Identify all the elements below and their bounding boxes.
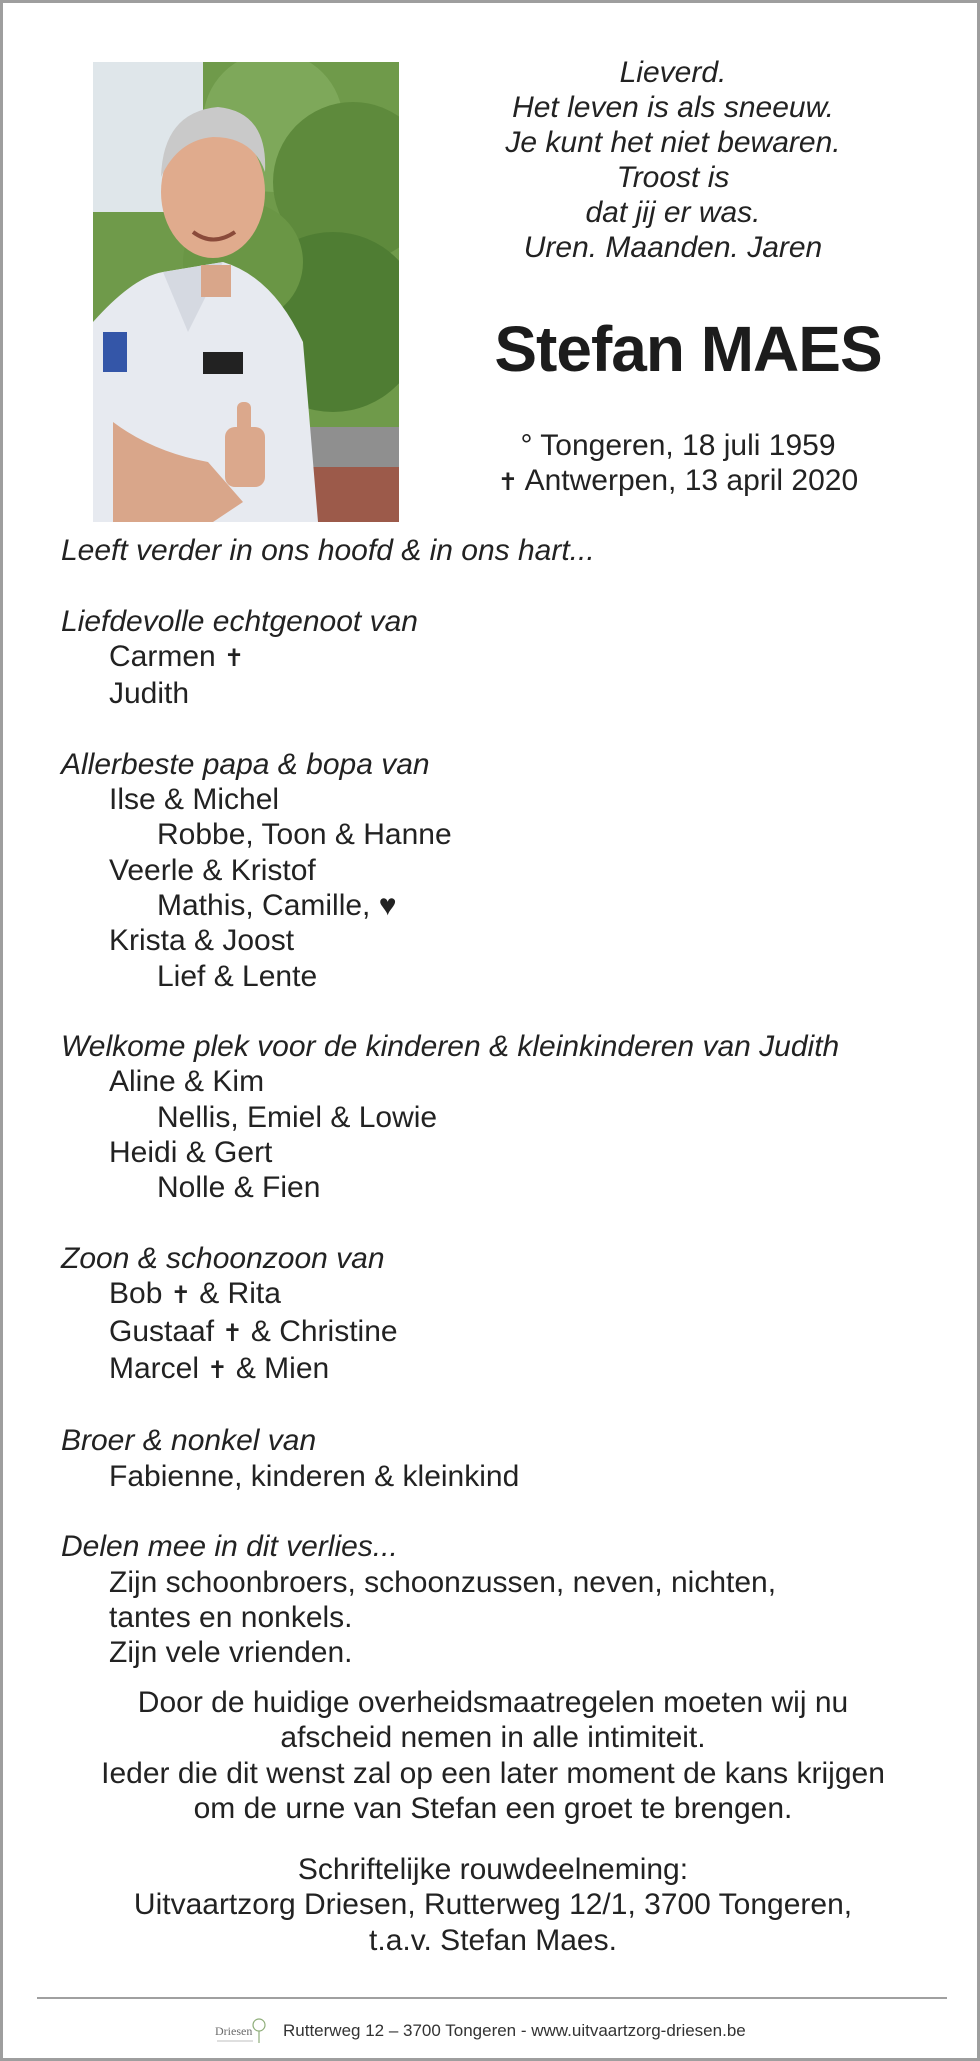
death-date-line	[473, 463, 883, 500]
cross-icon: ✝	[224, 644, 245, 672]
condolence-address	[43, 1852, 943, 1958]
poem-line: Uren. Maanden. Jaren	[523, 231, 823, 264]
step-family-heading: Welkome plek voor de kinderen & kleinkinderen van Judith	[61, 1030, 840, 1064]
parents-heading: Zoon & schoonzoon van	[61, 1241, 385, 1275]
condolence-line: Uitvaartzorg Driesen, Rutterweg 12/1, 3700 Tongeren,	[133, 1888, 853, 1922]
parent-name: & Rita	[199, 1277, 281, 1311]
notice-line: om de urne van Stefan een groet te brengen.	[193, 1791, 793, 1825]
step-child-entry: Heidi & Gert	[109, 1136, 273, 1170]
cross-icon: ✝	[170, 1282, 191, 1310]
children-heading: Allerbeste papa & bopa van	[61, 747, 430, 781]
child-entry: Veerle & Kristof	[109, 853, 316, 887]
parent-name: Gustaaf	[109, 1314, 215, 1348]
poem-line: Je kunt het niet bewaren.	[505, 126, 841, 159]
parent-name: & Mien	[235, 1351, 330, 1385]
spouse-entry: Judith	[109, 677, 190, 711]
notice-paragraph	[43, 1685, 943, 1826]
family-listing	[61, 533, 941, 1671]
parent-entry	[61, 1351, 941, 1388]
grandchildren-entry: Lief & Lente	[157, 959, 318, 993]
share-entry: Zijn vele vrienden.	[109, 1636, 353, 1670]
condolence-line: Schriftelijke rouwdeelneming:	[297, 1853, 689, 1886]
deceased-name: Stefan MAES	[494, 313, 882, 385]
parent-entry	[61, 1276, 941, 1313]
spouse-name: Carmen	[109, 639, 216, 673]
footer-address: Rutterweg 12 – 3700 Tongeren - www.uitvaartzorg-driesen.be	[283, 2021, 746, 2040]
child-entry: Krista & Joost	[109, 924, 295, 958]
portrait-illustration	[93, 62, 399, 522]
spouse-heading: Liefdevolle echtgenoot van	[61, 604, 418, 638]
spouse-entry	[61, 639, 941, 676]
step-child-entry: Aline & Kim	[109, 1065, 265, 1099]
share-entry: tantes en nonkels.	[109, 1600, 353, 1634]
funeral-home-logo	[213, 2015, 269, 2047]
parent-entry	[61, 1314, 941, 1351]
poem-line: Het leven is als sneeuw.	[512, 91, 834, 124]
cross-icon: ✝	[207, 1356, 228, 1384]
logo-text: Driesen	[215, 2024, 253, 2038]
step-grandchildren-entry: Nolle & Fien	[157, 1171, 321, 1205]
death-date: Antwerpen, 13 april 2020	[524, 464, 859, 497]
sibling-entry: Fabienne, kinderen & kleinkind	[109, 1459, 520, 1493]
footer-divider	[37, 1997, 947, 1999]
parent-name: Marcel	[109, 1351, 200, 1385]
child-entry: Ilse & Michel	[109, 783, 280, 817]
poem-line: Troost is	[616, 161, 730, 194]
share-entry: Zijn schoonbroers, schoonzussen, neven, nichten,	[109, 1565, 777, 1599]
condolence-line: t.a.v. Stefan Maes.	[369, 1923, 617, 1957]
poem-line: dat jij er was.	[585, 196, 761, 229]
portrait-photo	[93, 62, 399, 522]
birth-date: ° Tongeren, 18 juli 1959	[520, 429, 836, 462]
notice-line: Ieder die dit wenst zal op een later moment de kans krijgen	[101, 1756, 885, 1790]
intro-line: Leeft verder in ons hoofd & in ons hart...	[61, 534, 595, 567]
share-heading: Delen mee in dit verlies...	[61, 1530, 398, 1564]
sibling-heading: Broer & nonkel van	[61, 1424, 317, 1458]
notice-line: Door de huidige overheidsmaatregelen moeten wij nu	[137, 1686, 849, 1719]
poem	[473, 55, 873, 265]
parent-name: & Christine	[250, 1314, 398, 1348]
notice-line: afscheid nemen in alle intimiteit.	[280, 1721, 706, 1755]
footer	[203, 2015, 803, 2047]
grandchildren-entry: Mathis, Camille, ♥	[157, 888, 397, 922]
step-grandchildren-entry: Nellis, Emiel & Lowie	[157, 1100, 438, 1134]
parent-name: Bob	[109, 1277, 163, 1311]
life-dates	[473, 428, 883, 500]
cross-icon: ✝	[222, 1319, 243, 1347]
grandchildren-entry: Robbe, Toon & Hanne	[157, 818, 452, 852]
poem-line: Lieverd.	[619, 56, 727, 89]
cross-icon: ✝	[497, 469, 518, 496]
